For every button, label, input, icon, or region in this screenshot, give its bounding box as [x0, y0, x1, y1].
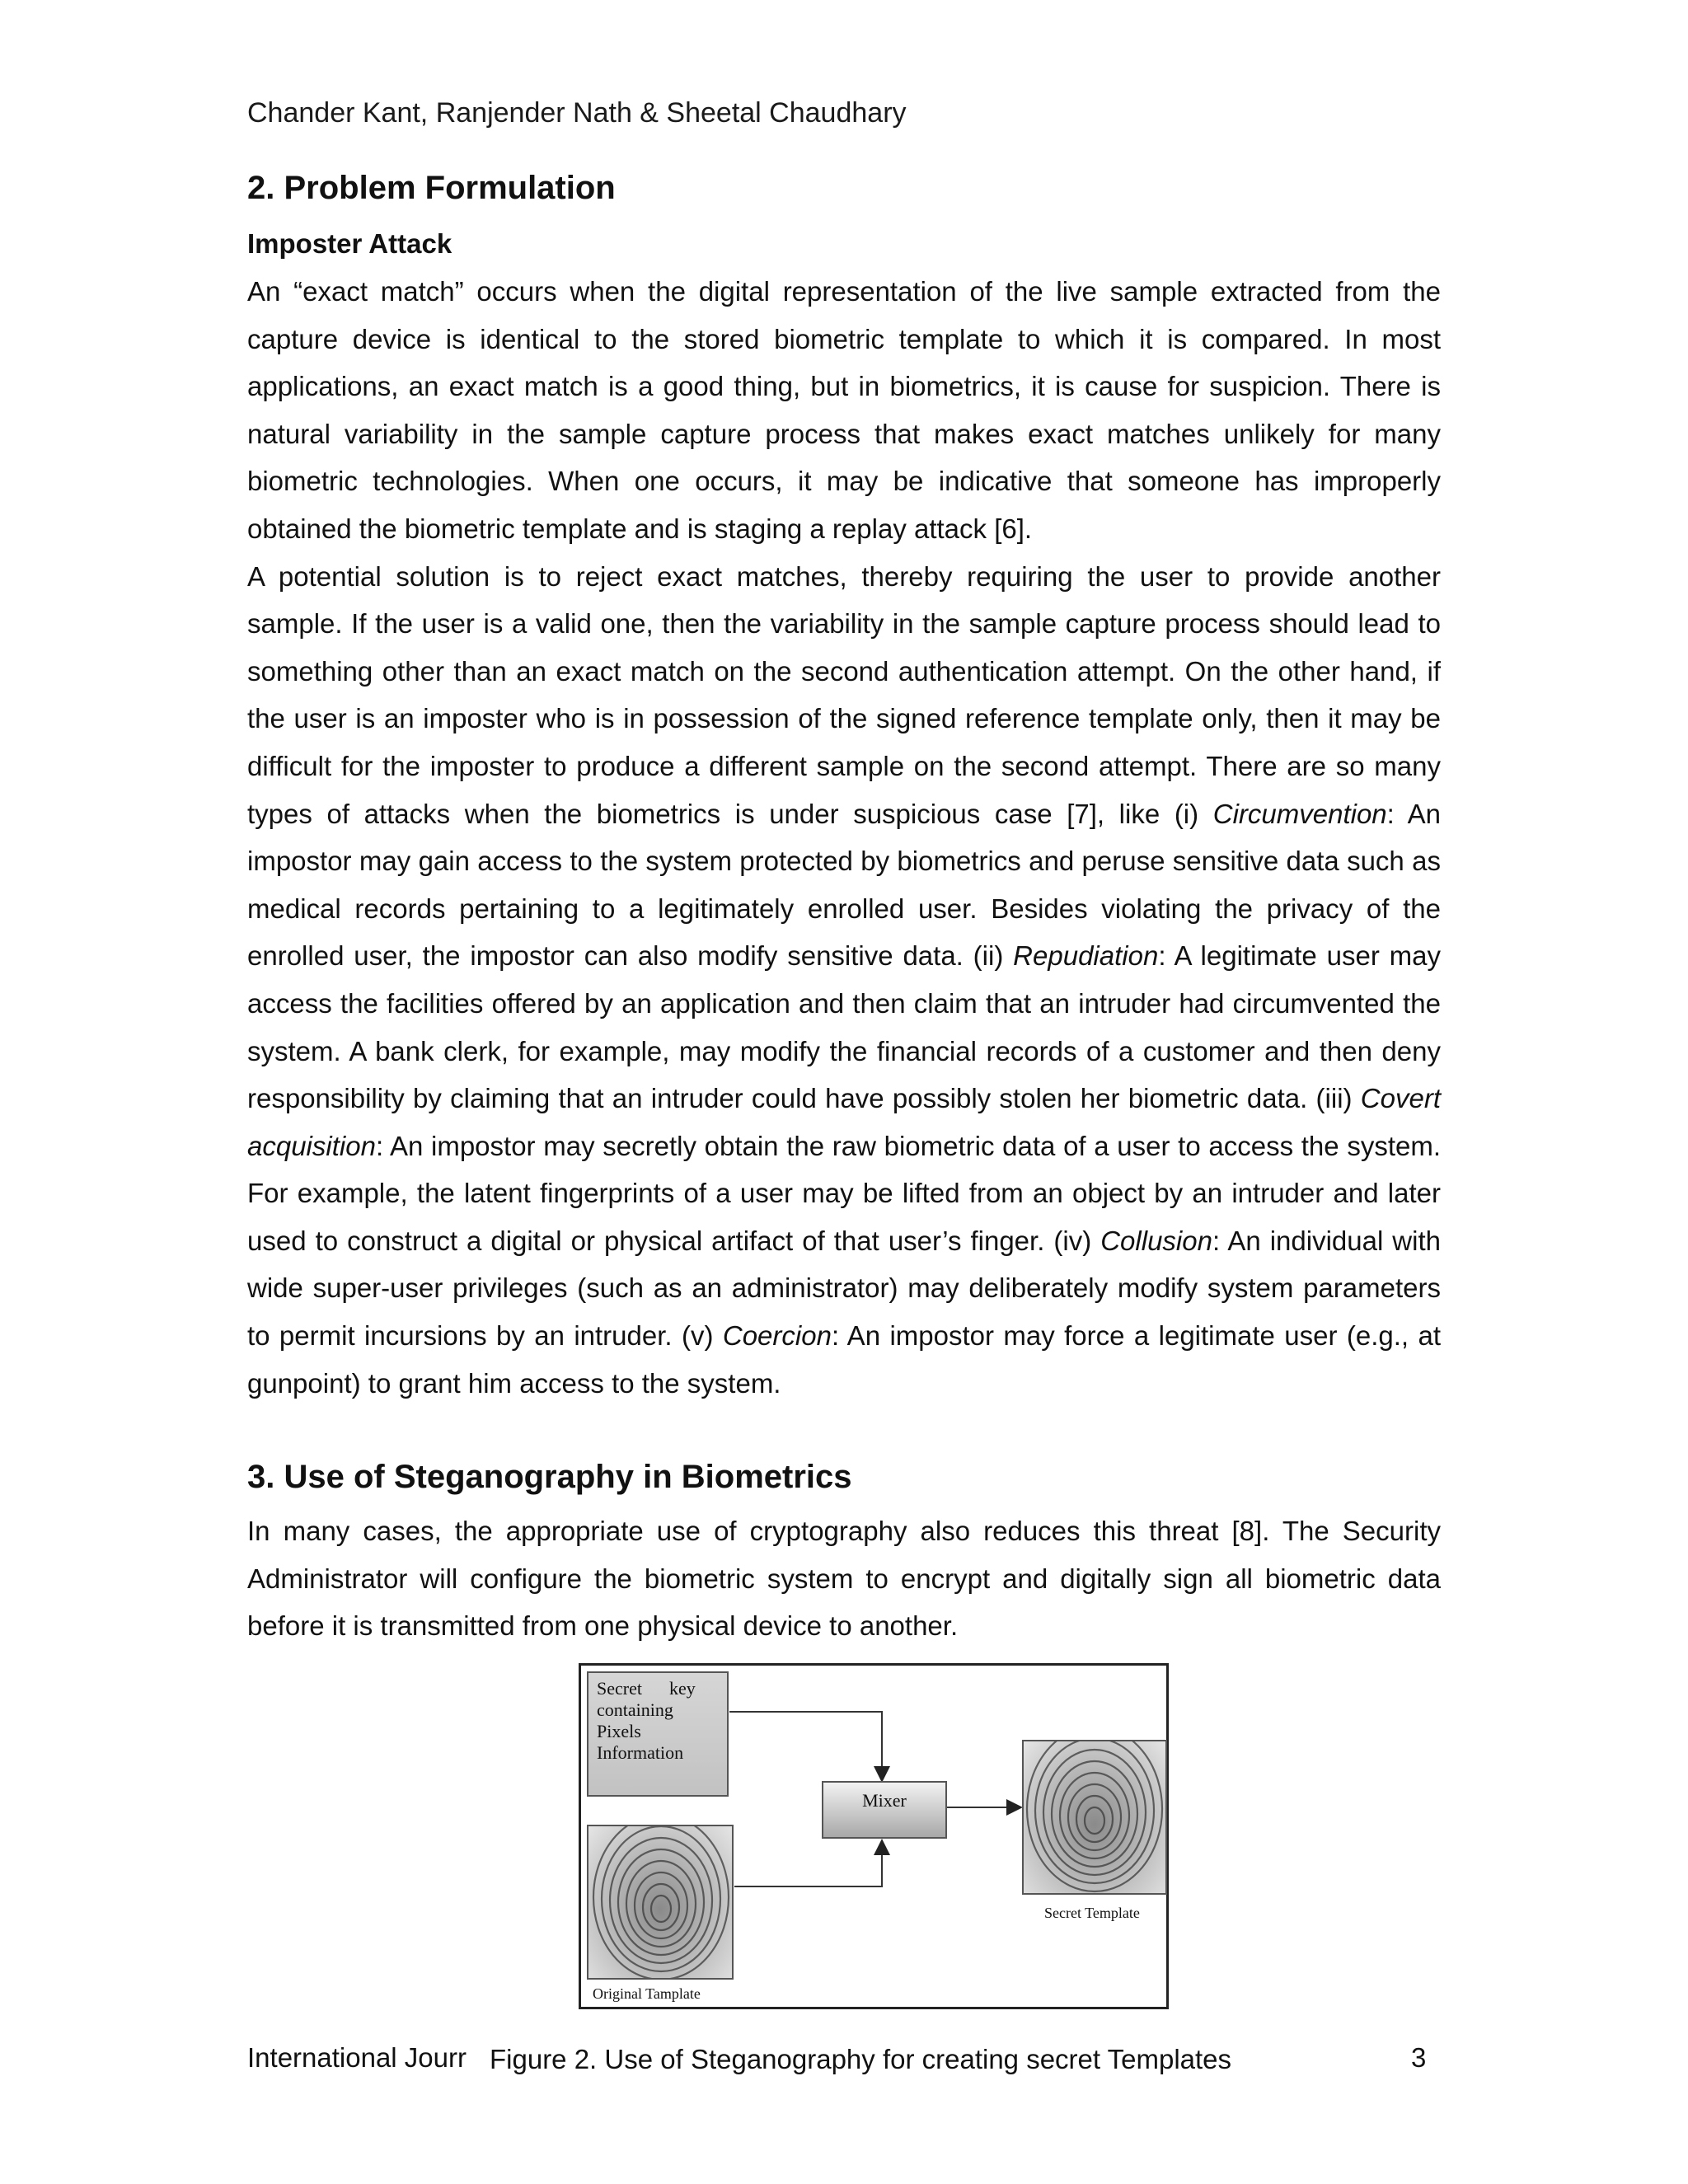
figure-caption: Figure 2. Use of Steganography for creating secret Templates	[486, 2044, 1231, 2075]
attacks-text-a: A potential solution is to reject exact matches, thereby requiring the user to provide another sample. If the user is a valid one, then the variability in the sample capture process should lead to something other than an exact match on the second authentication attempt. On the other hand, if the user is an imposter who is in possession of the signed reference template only, then it may be difficult for the imposter to produce a different sample on the second attempt. There are so many types of attacks when the biometrics is under suspicious case [7], like (i)	[247, 560, 1441, 829]
key-line-3: Pixels	[597, 1721, 641, 1741]
secret-template-label: Secret Template	[1044, 1905, 1140, 1921]
attacks-text-b: : An impostor may gain access to the system protected by biometrics and peruse sensitive data such as medical records pertaining to a legitimately enrolled user. Besides violating the privacy of the enrolled user, the impostor can also modify sensitive data. (ii)	[247, 798, 1441, 972]
section-2-title: Problem Formulation	[284, 170, 616, 206]
term-collusion: Collusion	[1100, 1225, 1212, 1256]
key-line-2: containing	[597, 1699, 673, 1720]
attacks-text-d: : An impostor may secretly obtain the raw biometric data of a user to access the system. For example, the latent fingerprints of a user may be lifted from an object by an intruder and later used to construct a digital or physical artifact of that user’s finger. (iv)	[247, 1130, 1441, 1256]
term-circumvention: Circumvention	[1212, 798, 1387, 829]
mixer-box: Mixer	[822, 1781, 947, 1839]
section-2-heading: 2. Problem Formulation	[247, 170, 616, 206]
attacks-text-f: : An impostor may force a legitimate user (e.g., at gunpoint) to grant him access to the system.	[247, 1320, 1441, 1399]
running-header: Chander Kant, Ranjender Nath & Sheetal Chaudhary	[247, 97, 907, 129]
term-covert-acquisition: Covert acquisition	[247, 1083, 1441, 1161]
secret-fingerprint-image	[1022, 1740, 1167, 1895]
section-3-heading: 3. Use of Steganography in Biometrics	[247, 1459, 852, 1495]
section-2-number: 2	[247, 170, 266, 206]
section-2-body	[247, 268, 1441, 1407]
key-line-1: Secret key	[597, 1678, 696, 1699]
paragraph-cryptography: In many cases, the appropriate use of cryptography also reduces this threat [8]. The Security Administrator will configure the biometric system to encrypt and digitally sign all biometric data before it is transmitted from one physical device to another.	[247, 1516, 1441, 1642]
key-to-mixer-arrow	[729, 1712, 882, 1779]
attacks-text-c: : A legitimate user may access the facilities offered by an application and then claim that an intruder had circumvented the system. A bank clerk, for example, may modify the financial records of a customer and then deny responsibility by claiming that an intruder could have possibly stolen her biometric data. (iii)	[247, 940, 1441, 1114]
original-template-label: Original Tamplate	[593, 1985, 701, 2002]
key-line-4: Information	[597, 1742, 684, 1763]
page-number: 3	[1411, 2042, 1427, 2073]
paragraph-exact-match: An “exact match” occurs when the digital representation of the live sample extracted from the capture device is identical to the stored biometric template to which it is compared. In most applications, an exact match is a good thing, but in biometrics, it is cause for suspicion. There is natural variability in the sample capture process that makes exact matches unlikely for many biometric technologies. When one occurs, it may be indicative that someone has improperly obtained the biometric template and is staging a replay attack [6].	[247, 276, 1441, 544]
term-coercion: Coercion	[722, 1320, 832, 1352]
fingerprint-icon	[1024, 1741, 1165, 1893]
fingerprint-icon	[588, 1826, 732, 1978]
template-to-mixer-arrow	[734, 1842, 882, 1886]
attacks-text-e: : An individual with wide super-user privileges (such as an administrator) may deliberately modify system parameters to permit incursions by an intruder. (v)	[247, 1225, 1441, 1352]
original-fingerprint-image	[587, 1825, 734, 1980]
secret-key-box	[587, 1671, 729, 1797]
journal-footer: International Jourr	[247, 2042, 467, 2073]
paragraph-attacks	[247, 553, 1441, 1408]
section-3-body	[247, 1507, 1441, 1650]
imposter-attack-subheading: Imposter Attack	[247, 228, 452, 259]
steganography-figure	[579, 1663, 1169, 2009]
term-repudiation: Repudiation	[1013, 940, 1159, 972]
